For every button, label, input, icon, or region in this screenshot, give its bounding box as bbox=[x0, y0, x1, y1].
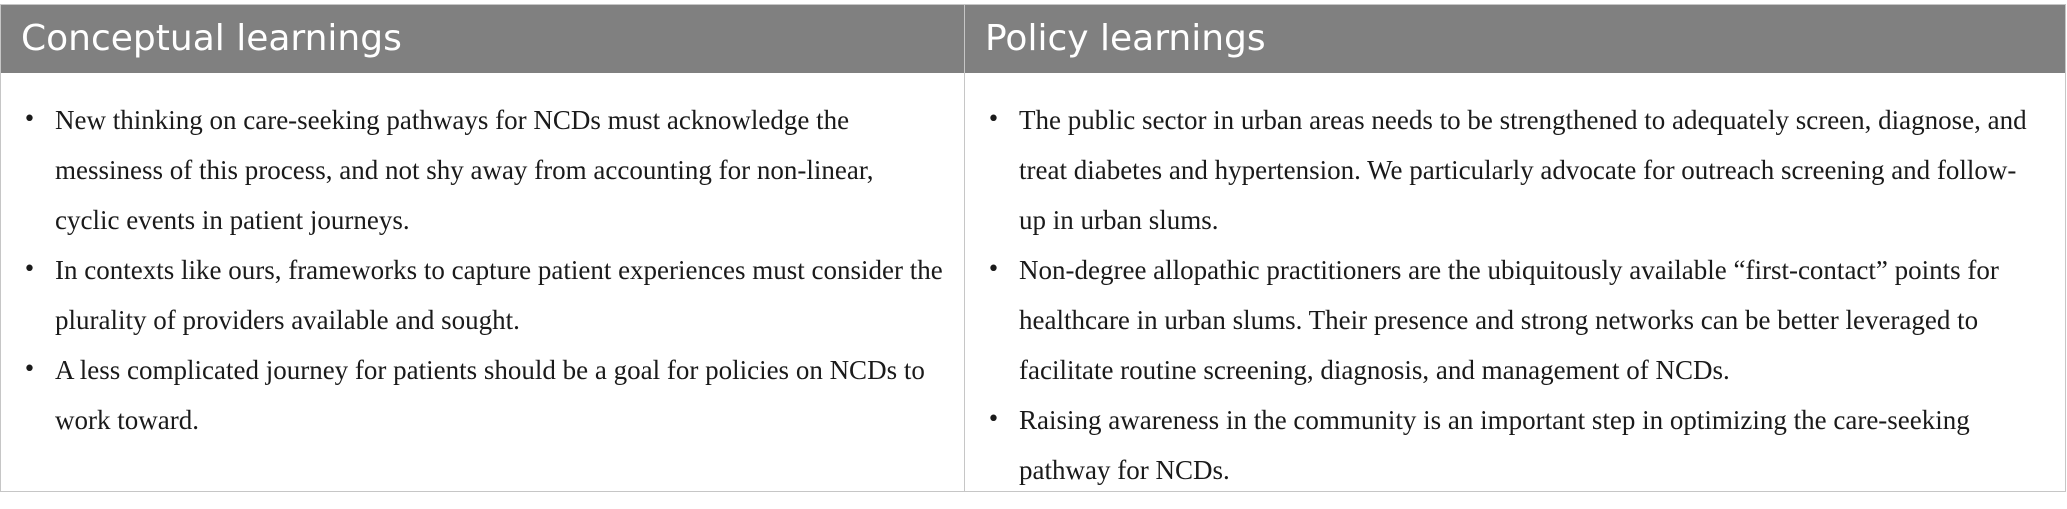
policy-learnings-list bbox=[965, 73, 2065, 495]
list-item-text: In contexts like ours, frameworks to capture patient experiences must consider the plurality of providers available and sought. bbox=[55, 255, 943, 335]
bullet-icon: • bbox=[23, 257, 36, 282]
conceptual-learnings-list bbox=[1, 73, 964, 445]
conceptual-learnings-column bbox=[1, 5, 965, 491]
bullet-icon: • bbox=[23, 357, 36, 382]
list-item-text: The public sector in urban areas needs to be strengthened to adequately screen, diagnose, and treat diabetes and hypertension. We particularly advocate for outreach screening and follow-up in urban slums. bbox=[1019, 105, 2027, 235]
learnings-table bbox=[0, 4, 2066, 492]
list-item bbox=[1, 345, 964, 445]
list-item-text: Raising awareness in the community is an important step in optimizing the care-seeking pathway for NCDs. bbox=[1019, 405, 1970, 485]
list-item-text: A less complicated journey for patients should be a goal for policies on NCDs to work toward. bbox=[55, 355, 925, 435]
list-item bbox=[1, 95, 964, 245]
list-item bbox=[965, 95, 2065, 245]
list-item-text: New thinking on care-seeking pathways for NCDs must acknowledge the messiness of this process, and not shy away from accounting for non-linear, cyclic events in patient journeys. bbox=[55, 105, 874, 235]
list-item-text: Non-degree allopathic practitioners are the ubiquitously available “first-contact” points for healthcare in urban slums. Their presence and strong networks can be better leveraged to facilitate routine screening, diagnosis, and management of NCDs. bbox=[1019, 255, 1999, 385]
conceptual-learnings-header: Conceptual learnings bbox=[1, 5, 964, 73]
bullet-icon: • bbox=[987, 407, 1000, 432]
policy-learnings-column bbox=[965, 5, 2065, 491]
bullet-icon: • bbox=[23, 107, 36, 132]
list-item bbox=[965, 245, 2065, 395]
bullet-icon: • bbox=[987, 107, 1000, 132]
list-item bbox=[1, 245, 964, 345]
list-item bbox=[965, 395, 2065, 495]
bullet-icon: • bbox=[987, 257, 1000, 282]
policy-learnings-header: Policy learnings bbox=[965, 5, 2065, 73]
